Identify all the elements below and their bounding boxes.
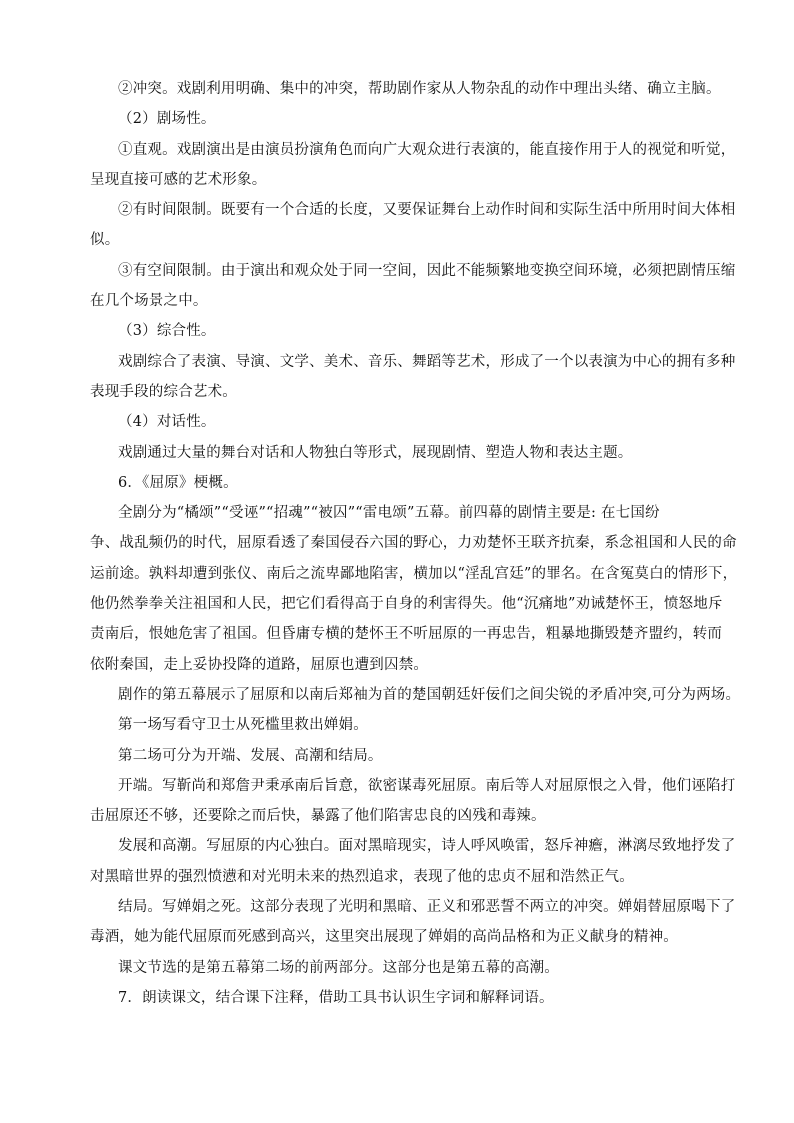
text-line: 依附秦国，走上妥协投降的道路，屈原也遭到囚禁。	[90, 656, 429, 673]
text-line: （4）对话性。	[118, 414, 216, 431]
text-line: 表现手段的综合艺术。	[90, 383, 237, 400]
paragraph	[118, 104, 708, 134]
text-line: 责南后，恨她危害了祖国。但昏庸专横的楚怀王不听屈原的一再忠告，粗暴地撕毁楚齐盟约，转而	[90, 626, 723, 643]
text-line: 在几个场景之中。	[90, 293, 208, 310]
paragraph	[90, 135, 736, 196]
text-line: （2）剧场性。	[118, 111, 216, 128]
text-line: ②有时间限制。既要有一个合适的长度，又要保证舞台上动作时间和实际生活中所用时间大体相	[118, 202, 736, 219]
paragraph	[118, 680, 741, 710]
text-line: 击屈原还不够，还要除之而后快，暴露了他们陷害忠良的凶残和毒辣。	[90, 808, 546, 825]
text-line: 6．《屈原》梗概。	[118, 474, 238, 491]
paragraph	[118, 953, 708, 983]
paragraph	[118, 983, 708, 1013]
paragraph	[118, 468, 708, 498]
text-line: 对黑暗世界的强烈愤懑和对光明未来的热烈追求，表现了他的忠贞不屈和浩然正气。	[90, 868, 634, 885]
text-line: ②冲突。戏剧利用明确、集中的冲突，帮助剧作家从人物杂乱的动作中理出头绪、确立主脑。	[118, 81, 721, 97]
paragraph	[90, 256, 736, 317]
paragraph	[118, 74, 721, 104]
paragraph	[118, 741, 708, 771]
text-line: 似。	[90, 232, 120, 249]
paragraph	[118, 710, 708, 740]
paragraph	[118, 438, 708, 468]
text-line: 全剧分为“橘颂”“受诬”“招魂”“被囚”“雷电颂”五幕。前四幕的剧情主要是: 在七国纷	[118, 505, 660, 522]
text-line: （3）综合性。	[118, 323, 216, 340]
paragraph	[90, 347, 736, 408]
text-line: 7．朗读课文，结合课下注释，借助工具书认识生字词和解释词语。	[118, 989, 554, 1006]
text-line: 发展和高潮。写屈原的内心独白。面对黑暗现实，诗人呼风唤雷，怒斥神癚，淋漓尽致地抒发了	[118, 838, 736, 855]
paragraph	[118, 316, 708, 346]
paragraph	[90, 498, 738, 680]
text-line: 运前途。孰料却遭到张仪、南后之流卑鄙地陷害，横加以“淫乱宫廷”的罪名。在含冤莫白的情形下，	[90, 565, 738, 582]
text-line: 课文节选的是第五幕第二场的前两部分。这部分也是第五幕的高潮。	[118, 959, 559, 976]
paragraph	[90, 892, 736, 953]
text-line: 戏剧通过大量的舞台对话和人物独白等形式，展现剧情、塑造人物和表达主题。	[118, 444, 633, 461]
paragraph	[90, 771, 736, 832]
text-line: 开端。写靳尚和郑詹尹秉承南后旨意，欲密谋毒死屈原。南后等人对屈原恨之入骨，他们诬陷打	[118, 777, 736, 794]
text-line: ③有空间限制。由于演出和观众处于同一空间，因此不能频繁地变换空间环境，必须把剧情压缩	[118, 262, 736, 279]
text-line: 他仍然拳拳关注祖国和人民，把它们看得高于自身的利害得失。他“沉痛地”劝诫楚怀王，愤怒地斥	[90, 596, 723, 613]
text-line: 戏剧综合了表演、导演、文学、美术、音乐、舞蹈等艺术，形成了一个以表演为中心的拥有多种	[118, 353, 736, 370]
text-line: 剧作的第五幕展示了屈原和以南后郑袖为首的楚国朝廷奸佞们之间尖锐的矛盾冲突,可分为两场。	[118, 686, 741, 703]
paragraph	[90, 831, 736, 892]
text-line: 第一场写看守卫士从死槛里救出婵娟。	[118, 717, 368, 734]
text-line: 呈现直接可感的艺术形象。	[90, 171, 267, 188]
paragraph	[118, 407, 708, 437]
paragraph	[90, 195, 736, 256]
text-line: 争、战乱频仍的时代，屈原看透了秦国侵吞六国的野心，力劝楚怀王联齐抗秦，系念祖国和人民的命	[90, 535, 737, 552]
text-line: ①直观。戏剧演出是由演员扮演角色而向广大观众进行表演的，能直接作用于人的视觉和听觉，	[118, 141, 736, 158]
text-line: 毒酒，她为能代屈原而死感到高兴，这里突出展现了婵娟的高尚品格和为正义献身的精神。	[90, 929, 678, 946]
text-line: 第二场可分为开端、发展、高潮和结局。	[118, 747, 383, 764]
text-line: 结局。写婵娟之死。这部分表现了光明和黑暗、正义和邪恶誓不两立的冲突。婵娟替屈原喝下了	[118, 899, 736, 916]
